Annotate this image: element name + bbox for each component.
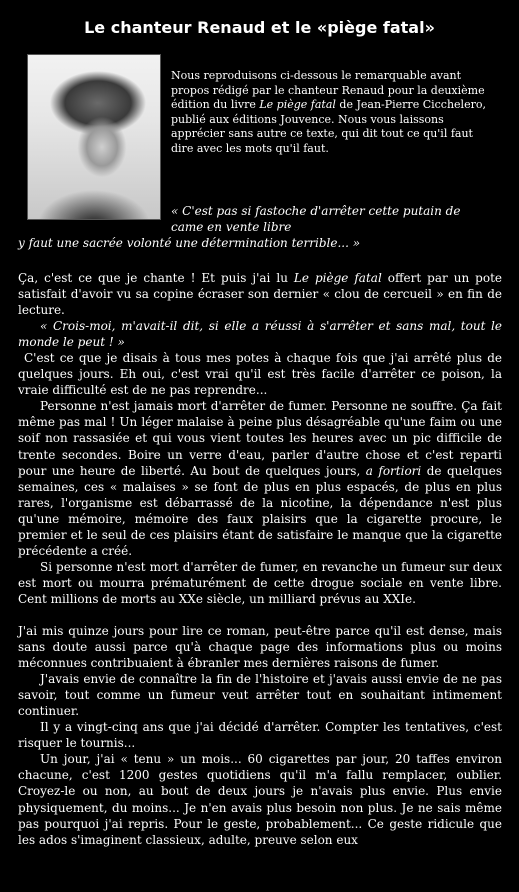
article-title: Le chanteur Renaud et le «piège fatal» [84,18,435,37]
article-paragraph [18,350,502,398]
paragraph-text: Il y a vingt-cinq ans que j'ai décidé d'arrêter. Compter les tentatives, c'est risquer le tournis... [18,720,502,751]
intro-text [171,69,501,157]
renaud-quote [171,203,460,235]
paragraph-text: Un jour, j'ai « tenu » un mois... 60 cigarettes par jour, 20 taffes environ chacune, c'est 1200 gestes quotidiens qu'il m'a fallu remplacer, oublier. Croyez-le ou non, au bout de deux jours je n'avais plus envie. Plus envie physiquement, du moins... Je n'en avais plus besoin non plus. Je ne sais même pas pourquoi j'ai repris. Pour le geste, probablement... Ce geste ridicule que les ados s'imaginent classieux, adulte, preuve selon eux [18,752,502,847]
article-paragraph [18,719,502,751]
paragraph-text: Personne n'est jamais mort d'arrêter de fumer. Personne ne souffre. Ça fait même pas mal ! Un léger malaise à peine plus désagréable qu'une faim ou une soif non rassasiée et qui vous vient toutes les heures avec un pic difficile de trente secondes. Boire un verre d'eau, parler d'autre chose et c'est reparti pour une heure de liberté. Au bout de quelques jours, [18,399,502,478]
intro-line: Nous reproduisons ci-dessous le remarquable avant [171,69,462,82]
quote-line: y faut une sacrée volonté une détermination terrible... » [18,236,361,250]
paragraph-text: offert par un pote satisfait d'avoir vu sa copine écraser son dernier « clou de cercueil » en fin de lecture. [18,271,502,318]
paragraph-spacer [18,607,502,623]
book-author: de Jean-Pierre Cicchelero, [335,98,486,112]
article-paragraph [18,398,502,558]
quote-line: came en vente libre [171,220,292,234]
quote-line: « C'est pas si fastoche d'arrêter cette putain de [171,204,461,218]
intro-line: publié aux éditions Jouvence. Nous vous laissons [171,112,444,126]
article-paragraph [18,671,502,719]
paragraph-text: J'ai mis quinze jours pour lire ce roman, peut-être parce qu'il est dense, mais sans doute aussi parce qu'à chaque page des informations plus ou moins méconnues contribuaient à ébranler mes dernières raisons de fumer. [18,623,502,671]
italic-text: a fortiori [365,463,422,478]
paragraph-text: de quelques semaines, ces « malaises » se font de plus en plus espacés, de plus en plus rares, l'organisme est débarrassé de la nicotine, la dépendance n'est plus qu'une mémoire, mémoire des faux plaisirs que la cigarette procure, le premier et le seul de ces plaisirs étant de satisfaire le manque que la cigarette précédente a créé. [18,463,502,558]
article-paragraph [18,270,502,318]
article-paragraph [18,318,502,350]
intro-line: dire avec les mots qu'il faut. [171,141,329,155]
article-paragraph [18,623,502,671]
paragraph-text: Ça, c'est ce que je chante ! Et puis j'ai lu [18,271,294,285]
article-body [18,270,502,848]
article-paragraph [18,559,502,607]
paragraph-text: C'est ce que je disais à tous mes potes à chaque fois que j'ai arrêté plus de quelques jours. Eh oui, c'est vrai qu'il est très facile d'arrêter ce poison, la vraie difficulté est de ne pas reprendre... [18,351,502,398]
article-paragraph [18,751,502,847]
italic-text: « Crois-moi, m'avait-il dit, si elle a réussi à s'arrêter et sans mal, tout le monde le peut ! » [18,319,502,350]
renaud-portrait-photo [27,54,161,220]
intro-line [171,98,501,113]
renaud-quote-end [18,235,360,251]
book-title: Le piège fatal [259,98,336,112]
italic-text: Le piège fatal [293,271,382,285]
paragraph-text: J'avais envie de connaître la fin de l'histoire et j'avais aussi envie de ne pas savoir, tout comme un fumeur veut arrêter tout en souhaitant intimement continuer. [18,672,502,719]
intro-line: propos rédigé par le chanteur Renaud pour la deuxième [171,83,485,97]
intro-line-start: édition du livre [171,98,260,112]
paragraph-text: Si personne n'est mort d'arrêter de fumer, en revanche un fumeur sur deux est mort ou mourra prématurément de cette drogue sociale en vente libre. Cent millions de morts au XXe siècle, un milliard prévus au XXIe. [18,559,502,606]
intro-line: apprécier sans autre ce texte, qui dit tout ce qu'il faut [171,127,473,141]
